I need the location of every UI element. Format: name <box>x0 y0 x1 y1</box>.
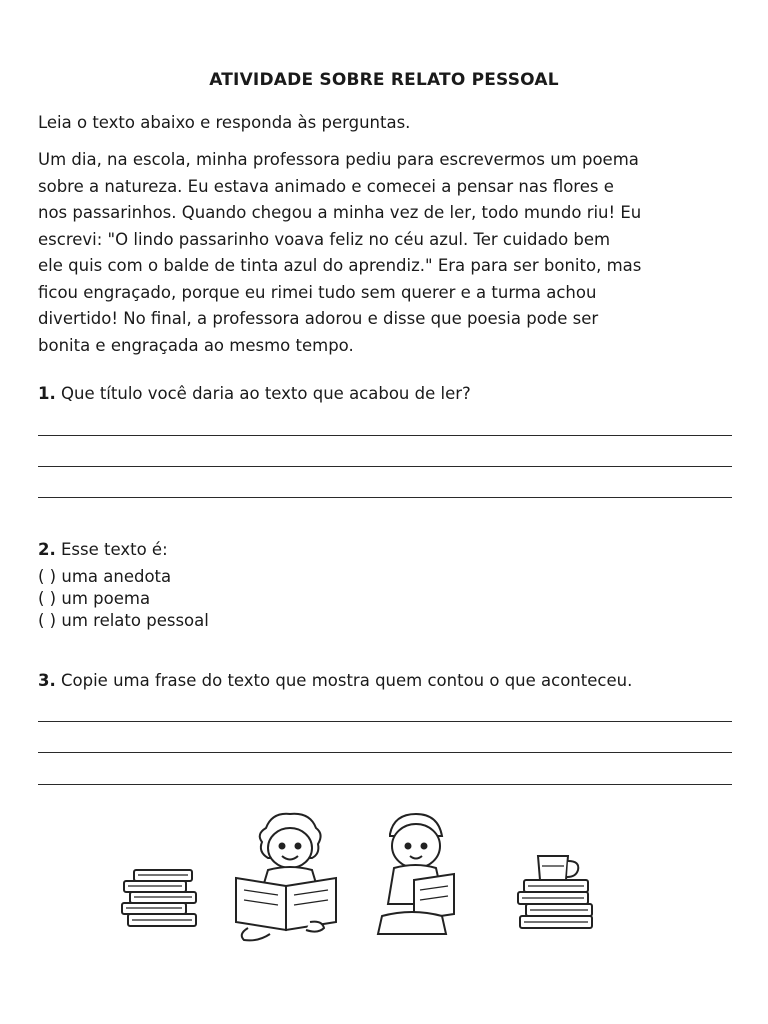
question-text: Que título você daria ao texto que acabou de ler? <box>61 384 471 403</box>
question-text: Copie uma frase do texto que mostra quem contou o que aconteceu. <box>61 671 633 690</box>
instruction-text: Leia o texto abaixo e responda às perguntas. <box>38 113 411 132</box>
story-line: bonita e engraçada ao mesmo tempo. <box>38 335 354 355</box>
story-line: ele quis com o balde de tinta azul do aprendiz." Era para ser bonito, mas <box>38 256 642 275</box>
option-label: um poema <box>61 589 151 608</box>
option-label: uma anedota <box>61 567 172 586</box>
story-line: ficou engraçado, porque eu rimei tudo sem querer e a turma achou <box>38 282 597 302</box>
worksheet-title: ATIVIDADE SOBRE RELATO PESSOAL <box>209 70 559 90</box>
question-number: 3. <box>38 671 56 690</box>
story-line: escrevi: "O lindo passarinho voava feliz no céu azul. Ter cuidado bem <box>38 229 611 249</box>
book-stack-icon <box>118 862 206 936</box>
story-line: sobre a natureza. Eu estava animado e comecei a pensar nas flores e <box>38 176 614 196</box>
answer-line[interactable] <box>38 497 732 498</box>
question-2 <box>38 540 168 559</box>
question-text: Esse texto é: <box>61 540 168 559</box>
books-and-mug-icon <box>514 852 610 934</box>
option-checkbox[interactable]: ( ) <box>38 567 57 586</box>
answer-line[interactable] <box>38 466 732 467</box>
question-number: 1. <box>38 384 56 403</box>
option-checkbox[interactable]: ( ) <box>38 611 57 630</box>
boy-reading-icon <box>368 806 462 946</box>
answer-line[interactable] <box>38 435 732 436</box>
answer-line[interactable] <box>38 721 732 722</box>
child-reading-icon <box>228 806 350 946</box>
question-1 <box>38 384 471 403</box>
option-anedota[interactable] <box>38 567 171 586</box>
option-checkbox[interactable]: ( ) <box>38 589 57 608</box>
option-poema[interactable] <box>38 589 150 608</box>
option-label: um relato pessoal <box>61 611 209 630</box>
answer-line[interactable] <box>38 752 732 753</box>
story-text <box>38 147 738 359</box>
question-3 <box>38 671 632 690</box>
story-line: nos passarinhos. Quando chegou a minha vez de ler, todo mundo riu! Eu <box>38 203 642 222</box>
story-line: Um dia, na escola, minha professora pediu para escrevermos um poema <box>38 150 639 169</box>
question-number: 2. <box>38 540 56 559</box>
answer-line[interactable] <box>38 784 732 785</box>
option-relato-pessoal[interactable] <box>38 611 209 630</box>
story-line: divertido! No final, a professora adorou e disse que poesia pode ser <box>38 309 599 328</box>
